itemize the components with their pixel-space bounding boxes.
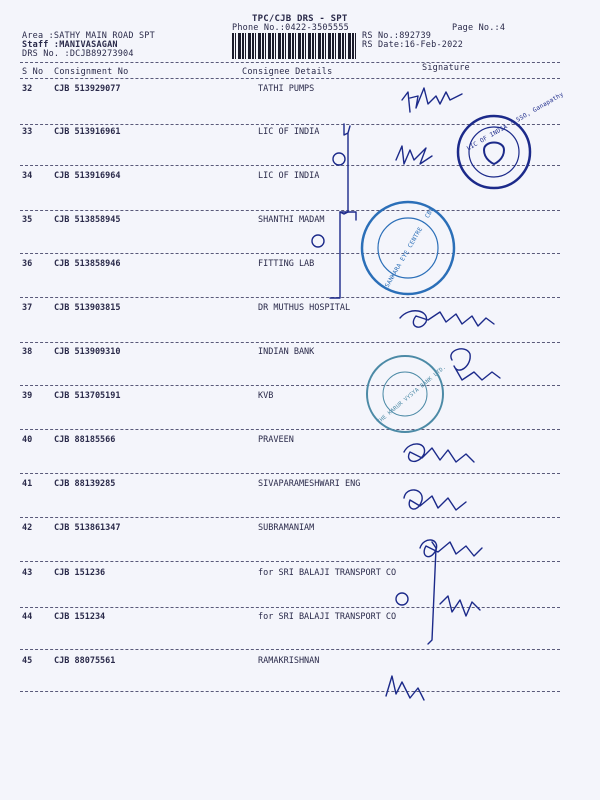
row-consignment: CJB 513903815 [54,303,121,313]
table-row [0,656,600,676]
barcode [232,33,356,59]
row-consignment: CJB 513705191 [54,391,121,401]
row-consignment: CJB 513916964 [54,171,121,181]
row-consignment: CJB 513909310 [54,347,121,357]
row-divider [20,561,560,562]
row-consignee: for SRI BALAJI TRANSPORT CO [258,612,397,622]
row-sno: 36 [22,259,33,269]
row-consignment: CJB 513858946 [54,259,121,269]
area-label: Area :SATHY MAIN ROAD SPT [22,31,155,41]
row-divider [20,385,560,386]
row-sno: 45 [22,656,33,666]
signature-scribble [396,146,432,164]
table-row [0,435,600,455]
row-consignee: DR MUTHUS HOSPITAL [258,303,351,313]
row-divider [20,429,560,430]
row-divider [20,517,560,518]
document-title: TPC/CJB DRS - SPT [252,14,348,24]
table-row [0,523,600,543]
row-divider [20,649,560,650]
row-consignment: CJB 151234 [54,612,106,622]
row-divider [20,342,560,343]
row-sno: 38 [22,347,33,357]
row-consignment: CJB 513916961 [54,127,121,137]
row-sno: 40 [22,435,33,445]
row-divider [20,165,560,166]
signature-scribble [386,676,424,700]
divider [20,62,560,63]
rs-date: RS Date:16-Feb-2022 [362,40,464,50]
row-consignee: TATHI PUMPS [258,84,315,94]
row-consignment: CJB 513929077 [54,84,121,94]
circled-mark [333,153,345,165]
row-divider [20,253,560,254]
table-row [0,127,600,147]
divider [20,78,560,79]
drs-number: DRS No. :DCJB89273904 [22,49,134,59]
table-row [0,171,600,191]
row-consignee: INDIAN BANK [258,347,315,357]
column-consignee: Consignee Details [242,67,333,77]
kvb-stamp-text: THE KARUR VYSYA BANK LTD. [376,364,448,426]
row-consignee: RAMAKRISHNAN [258,656,320,666]
table-row [0,215,600,235]
row-consignee: LIC OF INDIA [258,127,320,137]
row-divider [20,297,560,298]
row-consignee: KVB [258,391,274,401]
row-consignment: CJB 88185566 [54,435,116,445]
row-divider [20,473,560,474]
row-sno: 39 [22,391,33,401]
row-sno: 34 [22,171,33,181]
row-consignment: CJB 513858945 [54,215,121,225]
row-consignee: SIVAPARAMESHWARI ENG [258,479,361,489]
row-consignment: CJB 88075561 [54,656,116,666]
table-row [0,303,600,323]
lic-stamp-text: LIC OF INDIA · SSO, Ganapathy [465,90,565,153]
row-divider [20,691,560,692]
column-consignment: Consignment No [54,67,129,77]
row-sno: 43 [22,568,33,578]
table-row [0,612,600,632]
phone-number: Phone No.:0422-3505555 [232,23,349,33]
row-sno: 42 [22,523,33,533]
circled-mark [396,593,408,605]
rs-number: RS No.:892739 [362,31,432,41]
table-row [0,84,600,104]
row-consignee: LIC OF INDIA [258,171,320,181]
column-signature: Signature [422,63,470,73]
table-row [0,568,600,588]
row-divider [20,124,560,125]
row-consignee: FITTING LAB [258,259,315,269]
row-sno: 37 [22,303,33,313]
row-divider [20,210,560,211]
row-consignment: CJB 151236 [54,568,106,578]
row-divider [20,607,560,608]
staff-label: Staff :MANIVASAGAN [22,40,118,50]
row-consignment: CJB 513861347 [54,523,121,533]
table-row [0,259,600,279]
row-sno: 35 [22,215,33,225]
row-consignee: for SRI BALAJI TRANSPORT CO [258,568,397,578]
column-sno: S No [22,67,44,77]
table-row [0,391,600,411]
row-consignee: SHANTHI MADAM [258,215,325,225]
row-sno: 44 [22,612,33,622]
row-sno: 33 [22,127,33,137]
table-row [0,347,600,367]
sankara-stamp-text: SANKARA EYE CENTRE · CBE [383,206,436,289]
row-consignee: SUBRAMANIAM [258,523,315,533]
page-number: Page No.:4 [452,23,506,33]
circled-mark [312,235,324,247]
row-sno: 41 [22,479,33,489]
row-consignment: CJB 88139285 [54,479,116,489]
row-consignee: PRAVEEN [258,435,294,445]
table-row [0,479,600,499]
row-sno: 32 [22,84,33,94]
